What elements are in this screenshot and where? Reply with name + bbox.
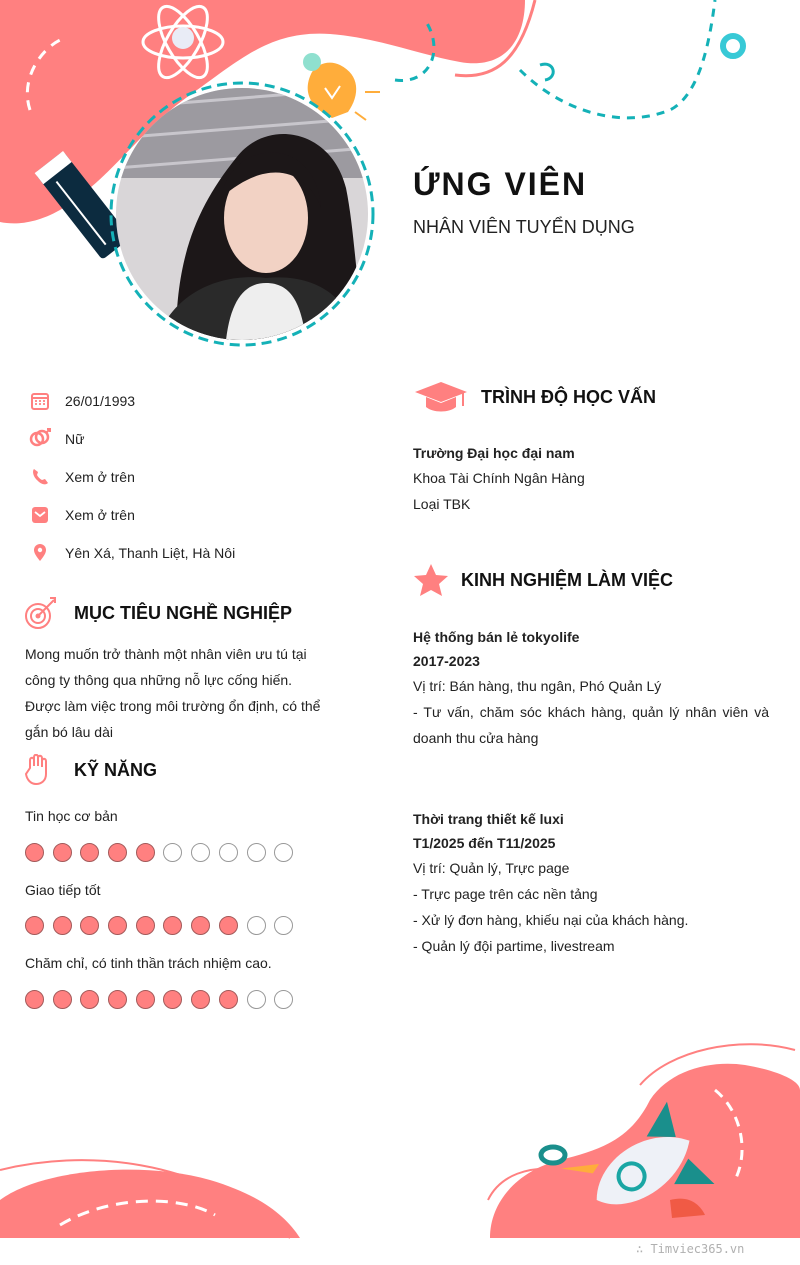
gender-icon	[26, 428, 54, 450]
candidate-name: ỨNG VIÊN	[413, 166, 588, 202]
rating-dot-filled	[191, 916, 210, 935]
objective-line: gắn bó lâu dài	[25, 724, 113, 740]
contact-row-gender	[26, 420, 356, 458]
rating-dot-filled	[136, 916, 155, 935]
rating-dot-filled	[219, 916, 238, 935]
objective-line: Mong muốn trở thành một nhân viên ưu tú tại	[25, 646, 307, 662]
skill-name: Giao tiếp tốt	[25, 882, 101, 898]
contact-row-email	[26, 496, 356, 534]
hand-icon	[24, 754, 60, 786]
rating-dot-empty	[247, 916, 266, 935]
location-icon	[26, 542, 54, 564]
contact-email: Xem ở trên	[65, 507, 135, 523]
job-position: Vị trí: Bán hàng, thu ngân, Phó Quản Lý	[413, 678, 662, 694]
rating-dot-empty	[247, 843, 266, 862]
contact-gender: Nữ	[65, 431, 85, 447]
job-position: Vị trí: Quản lý, Trực page	[413, 860, 570, 876]
candidate-role: NHÂN VIÊN TUYỂN DỤNG	[413, 217, 635, 237]
education-heading	[413, 380, 656, 414]
skill-rating	[25, 990, 302, 1009]
education-school: Trường Đại học đại nam	[413, 445, 575, 461]
rating-dot-filled	[163, 990, 182, 1009]
rating-dot-filled	[136, 843, 155, 862]
rating-dot-filled	[80, 916, 99, 935]
email-icon	[26, 504, 54, 526]
experience-heading	[413, 563, 673, 597]
rating-dot-filled	[53, 916, 72, 935]
job-description: - Tư vấn, chăm sóc khách hàng, quản lý nhân viên và doanh thu cửa hàng	[413, 704, 769, 746]
skills-heading	[24, 754, 157, 786]
skill-rating	[25, 843, 302, 862]
star-icon	[413, 563, 449, 597]
job-task: - Trực page trên các nền tảng	[413, 886, 598, 902]
objective-line: công ty thông qua những nỗ lực cống hiến.	[25, 672, 293, 688]
contact-address: Yên Xá, Thanh Liệt, Hà Nôi	[65, 545, 236, 561]
objective-text	[25, 641, 325, 745]
rating-dot-empty	[219, 843, 238, 862]
contact-row-address	[26, 534, 356, 572]
rating-dot-filled	[25, 843, 44, 862]
rating-dot-empty	[163, 843, 182, 862]
rating-dot-filled	[108, 916, 127, 935]
rating-dot-filled	[25, 916, 44, 935]
rating-dot-filled	[108, 990, 127, 1009]
contact-row-birthday	[26, 382, 356, 420]
rating-dot-empty	[191, 843, 210, 862]
objective-heading	[24, 596, 292, 630]
job-period: T1/2025 đến T11/2025	[413, 835, 556, 851]
lightbulb-icon	[303, 53, 380, 120]
education-title: TRÌNH ĐỘ HỌC VẤN	[481, 386, 656, 407]
rating-dot-filled	[53, 843, 72, 862]
rating-dot-filled	[80, 843, 99, 862]
skill-rating	[25, 916, 302, 935]
contact-row-phone	[26, 458, 356, 496]
contact-birthday: 26/01/1993	[65, 393, 136, 409]
education-grade: Loại TBK	[413, 496, 471, 512]
target-icon	[24, 596, 60, 630]
rating-dot-empty	[274, 990, 293, 1009]
phone-icon	[26, 466, 54, 488]
experience-entry	[413, 625, 769, 751]
rating-dot-filled	[136, 990, 155, 1009]
experience-entry	[413, 807, 769, 959]
skill-name: Tin học cơ bản	[25, 808, 118, 824]
skills-title: KỸ NĂNG	[74, 759, 158, 780]
rating-dot-filled	[108, 843, 127, 862]
job-company: Thời trang thiết kế luxi	[413, 811, 564, 827]
rating-dot-empty	[274, 916, 293, 935]
objective-line: Được làm việc trong môi trường ổn định, có thể	[25, 698, 321, 714]
job-task: - Xử lý đơn hàng, khiếu nại của khách hàng.	[413, 912, 689, 928]
rating-dot-filled	[53, 990, 72, 1009]
education-faculty: Khoa Tài Chính Ngân Hàng	[413, 470, 585, 486]
education-entry	[413, 441, 769, 517]
rating-dot-empty	[247, 990, 266, 1009]
contact-list	[26, 382, 356, 572]
rating-dot-filled	[219, 990, 238, 1009]
rating-dot-filled	[191, 990, 210, 1009]
contact-phone: Xem ở trên	[65, 469, 135, 485]
rating-dot-filled	[163, 916, 182, 935]
watermark: ∴ Timviec365.vn	[636, 1242, 745, 1256]
graduation-cap-icon	[413, 380, 469, 414]
objective-title: MỤC TIÊU NGHỀ NGHIỆP	[74, 602, 293, 623]
experience-title: KINH NGHIỆM LÀM VIỆC	[461, 569, 674, 590]
job-task: - Quản lý đội partime, livestream	[413, 938, 615, 954]
job-company: Hệ thống bán lẻ tokyolife	[413, 629, 580, 645]
rating-dot-filled	[80, 990, 99, 1009]
job-period: 2017-2023	[413, 653, 480, 669]
rating-dot-empty	[274, 843, 293, 862]
avatar	[116, 88, 368, 340]
skill-name: Chăm chỉ, có tinh thần trách nhiệm cao.	[25, 955, 272, 971]
avatar-photo	[116, 88, 368, 340]
rating-dot-filled	[25, 990, 44, 1009]
calendar-icon	[26, 390, 54, 412]
